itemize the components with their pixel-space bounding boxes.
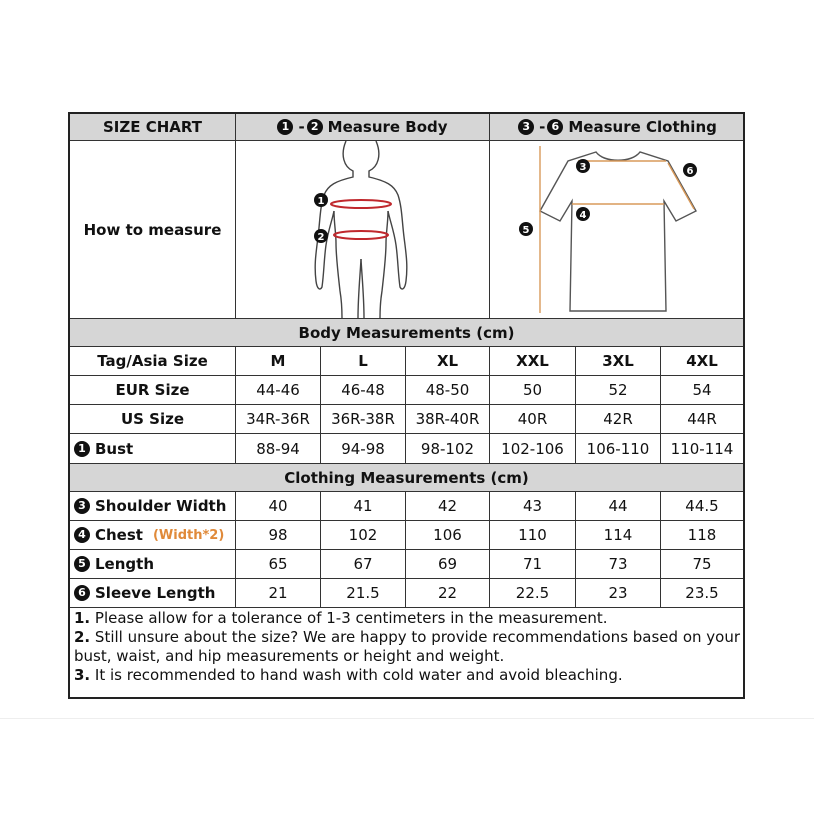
body-measurements-title: Body Measurements (cm): [298, 323, 515, 342]
svg-text:6: 6: [686, 166, 694, 177]
table-cell: 23.5: [685, 584, 719, 602]
svg-text:4: 4: [579, 210, 587, 221]
note-item: 3. It is recommended to hand wash with cold water and avoid bleaching.: [74, 666, 623, 684]
table-cell: 22.5: [515, 584, 550, 602]
table-cell: 34R-36R: [246, 410, 310, 428]
svg-text:1: 1: [317, 196, 325, 207]
table-cell: 22: [437, 584, 458, 602]
num-6-icon: 6: [547, 119, 563, 135]
num-5-icon: 5: [74, 556, 90, 572]
shirt-figure-illustration: [490, 141, 745, 318]
num-3-icon: 3: [518, 119, 534, 135]
table-cell: 110: [518, 526, 547, 544]
table-cell: 94-98: [341, 439, 385, 458]
table-cell: 42: [437, 497, 458, 515]
table-cell: 44.5: [685, 497, 719, 515]
table-cell: 65: [268, 555, 288, 573]
table-cell: 67: [353, 555, 373, 573]
table-cell: 88-94: [256, 439, 300, 458]
svg-text:3: 3: [579, 162, 587, 173]
bust-label: 1 Bust: [70, 434, 235, 463]
note-item: 2. Still unsure about the size? We are happy to provide recommendations based on your bust, waist, and hip measurements or height and weight.: [74, 628, 741, 665]
size-col-4xl: 4XL: [686, 352, 718, 370]
size-col-l: L: [358, 352, 368, 370]
how-to-measure-label: How to measure: [83, 220, 222, 239]
table-cell: 110-114: [670, 439, 734, 458]
num-4-icon: 4: [74, 527, 90, 543]
table-cell: 42R: [603, 410, 633, 428]
body-figure-illustration: [236, 141, 489, 318]
num-3-icon: 3: [74, 498, 90, 514]
num-1-icon: 1: [277, 119, 293, 135]
chest-label: 4 Chest (Width*2): [70, 521, 235, 549]
page-divider: [0, 718, 814, 719]
table-cell: 43: [522, 497, 543, 515]
measure-body-header: 1 - 2 Measure Body: [236, 114, 489, 140]
table-cell: 38R-40R: [415, 410, 480, 428]
size-col-xl: XL: [436, 352, 459, 370]
size-col-3xl: 3XL: [602, 352, 634, 370]
table-cell: 44: [608, 497, 628, 515]
table-cell: 102-106: [501, 439, 564, 458]
table-cell: 73: [608, 555, 628, 573]
clothing-measurements-title: Clothing Measurements (cm): [284, 468, 529, 487]
tag-asia-size-label: Tag/Asia Size: [97, 352, 208, 370]
num-2-icon: 2: [307, 119, 323, 135]
table-cell: 44R: [687, 410, 717, 428]
table-cell: 98-102: [420, 439, 475, 458]
table-cell: 106-110: [586, 439, 650, 458]
table-cell: 71: [522, 555, 543, 573]
table-cell: 21.5: [346, 584, 380, 602]
table-cell: 40R: [517, 410, 548, 428]
table-cell: 46-48: [341, 381, 385, 399]
table-cell: 48-50: [425, 381, 470, 399]
table-cell: 44-46: [256, 381, 300, 399]
num-6-icon: 6: [74, 585, 90, 601]
table-cell: 118: [687, 526, 717, 544]
size-chart-title: SIZE CHART: [102, 118, 202, 136]
table-cell: 41: [353, 497, 373, 515]
svg-text:2: 2: [317, 232, 325, 243]
table-cell: 23: [608, 584, 628, 602]
table-cell: 114: [603, 526, 633, 544]
length-label: 5 Length: [70, 550, 235, 578]
table-cell: 106: [433, 526, 462, 544]
table-cell: 98: [268, 526, 288, 544]
us-size-label: US Size: [120, 410, 185, 428]
table-cell: 52: [608, 381, 628, 399]
shoulder-width-label: 3 Shoulder Width: [70, 492, 235, 520]
measure-clothing-header: 3 - 6 Measure Clothing: [490, 114, 745, 140]
notes-block: [74, 609, 742, 685]
table-cell: 69: [437, 555, 458, 573]
size-col-xxl: XXL: [516, 352, 549, 370]
table-cell: 75: [692, 555, 712, 573]
table-cell: 50: [522, 381, 543, 399]
table-cell: 40: [268, 497, 288, 515]
sleeve-length-label: 6 Sleeve Length: [70, 579, 235, 607]
size-col-m: M: [270, 352, 286, 370]
table-cell: 54: [692, 381, 712, 399]
chest-width-note: (Width*2): [152, 527, 225, 543]
table-cell: 21: [268, 584, 288, 602]
table-cell: 36R-38R: [331, 410, 395, 428]
svg-text:5: 5: [522, 225, 530, 236]
num-1-icon: 1: [74, 441, 90, 457]
note-item: 1. Please allow for a tolerance of 1-3 centimeters in the measurement.: [74, 609, 608, 627]
eur-size-label: EUR Size: [115, 381, 190, 399]
table-cell: 102: [348, 526, 378, 544]
size-chart-table: [68, 112, 745, 699]
